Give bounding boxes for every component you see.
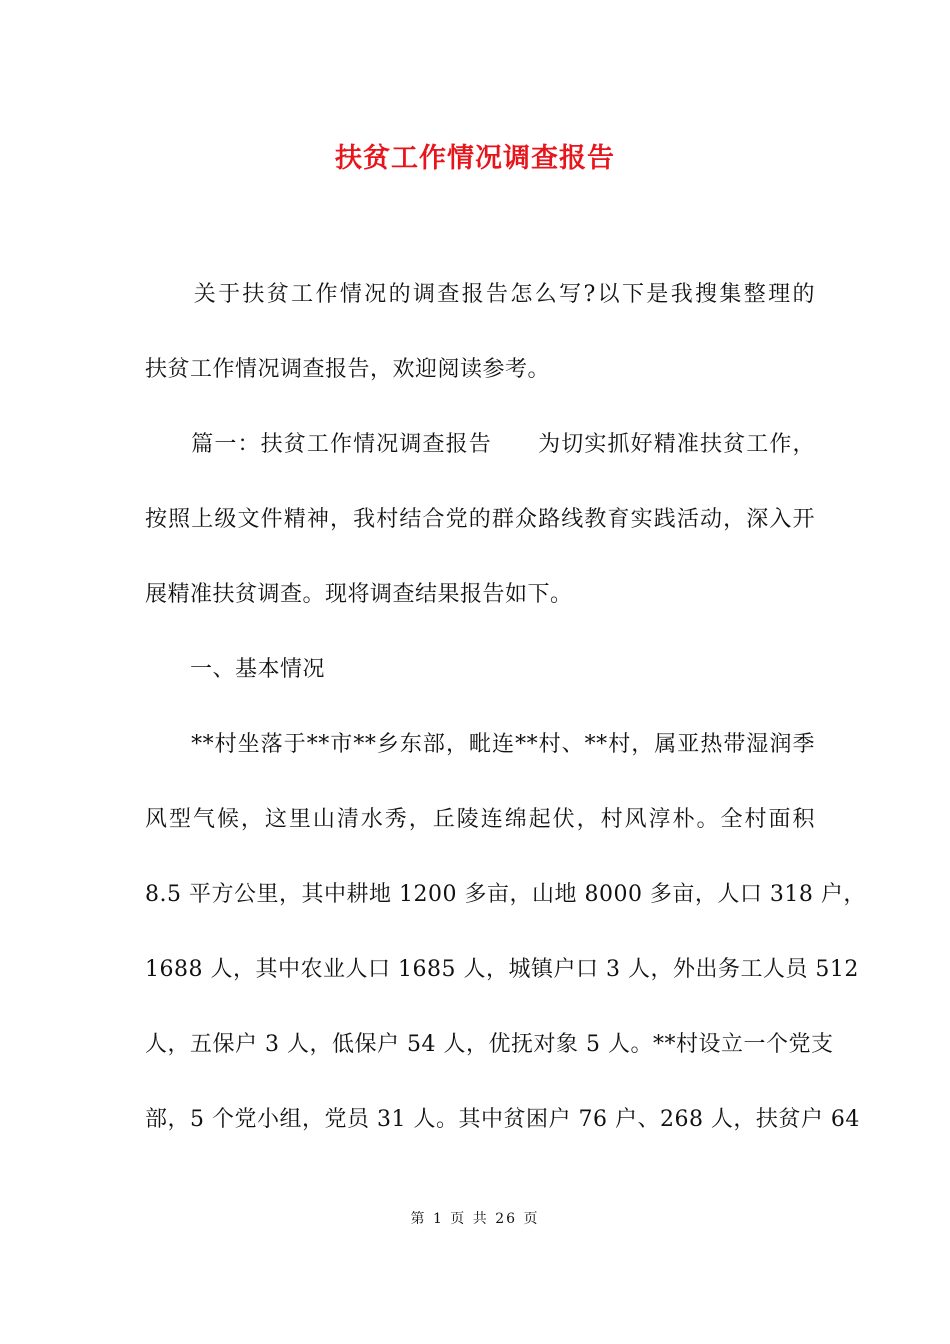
body-line: 部，5 个党小组，党员 31 人。其中贫困户 76 户、268 人，扶贫户 64 bbox=[145, 1107, 860, 1132]
document-title: 扶贫工作情况调查报告 bbox=[335, 143, 615, 174]
body-line: 风型气候，这里山清水秀，丘陵连绵起伏，村风淳朴。全村面积 bbox=[145, 807, 815, 832]
page-number: 第 1 页 共 26 页 bbox=[410, 1211, 540, 1227]
body-line: 8.5 平方公里，其中耕地 1200 多亩，山地 8000 多亩，人口 318 户， bbox=[145, 882, 866, 907]
body-line: 1688 人，其中农业人口 1685 人，城镇户口 3 人，外出务工人员 512 bbox=[145, 957, 859, 982]
section-heading: 一、基本情况 bbox=[145, 657, 326, 682]
body-line: 展精准扶贫调查。现将调查结果报告如下。 bbox=[145, 582, 573, 607]
body-line: 篇一：扶贫工作情况调查报告 为切实抓好精准扶贫工作， bbox=[145, 432, 815, 457]
body-line: **村坐落于**市**乡东部，毗连**村、**村，属亚热带湿润季 bbox=[145, 732, 815, 757]
body-line: 人，五保户 3 人，低保户 54 人，优抚对象 5 人。**村设立一个党支 bbox=[145, 1032, 834, 1057]
body-line: 按照上级文件精神，我村结合党的群众路线教育实践活动，深入开 bbox=[145, 507, 815, 532]
body-line: 扶贫工作情况调查报告，欢迎阅读参考。 bbox=[145, 357, 551, 382]
body-line: 关于扶贫工作情况的调查报告怎么写?以下是我搜集整理的 bbox=[145, 282, 815, 307]
